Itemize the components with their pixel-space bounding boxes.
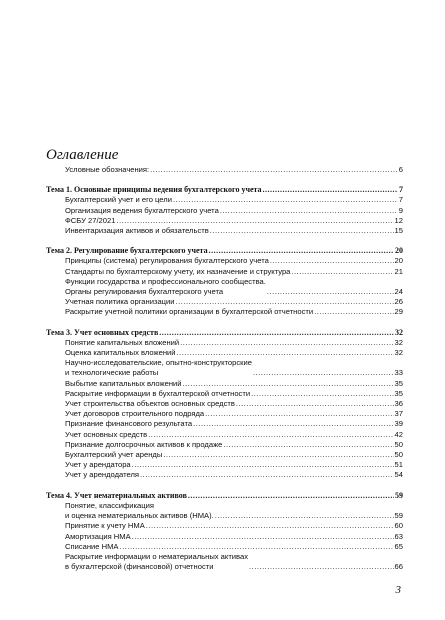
toc-entry[interactable] bbox=[46, 348, 403, 358]
toc-page-number: 32 bbox=[394, 337, 403, 347]
toc-page-number: 66 bbox=[394, 562, 403, 572]
toc-entry-title-line: Раскрытие учетной политики организации в бухгалтерской отчетности bbox=[65, 307, 314, 317]
toc-page-number: 37 bbox=[394, 409, 403, 419]
toc-entry[interactable] bbox=[46, 256, 403, 266]
toc-entry[interactable] bbox=[46, 216, 403, 226]
toc-entry-title-line: Тема 3. Учет основных средств bbox=[46, 327, 159, 337]
toc-entry-title bbox=[65, 532, 131, 542]
toc-entry-title bbox=[65, 552, 248, 572]
toc-entry[interactable] bbox=[46, 419, 403, 429]
toc-leader-dots bbox=[177, 348, 394, 358]
toc-entry-title-line: Стандарты по бухгалтерскому учету, их назначение и структура bbox=[65, 266, 291, 276]
toc-entry-title-line: Тема 1. Основные принципы ведения бухгалтерского учета bbox=[46, 185, 262, 195]
table-of-contents bbox=[46, 165, 403, 572]
toc-entry-title-line: Учетная политика организации bbox=[65, 297, 175, 307]
toc-entry-title bbox=[65, 419, 192, 429]
toc-entry-title bbox=[46, 328, 158, 338]
toc-page-number: 6 bbox=[398, 165, 403, 174]
toc-entry-title bbox=[65, 521, 145, 531]
toc-entry-title-line: Бухгалтерский учет и его цели bbox=[65, 195, 172, 205]
toc-page-number: 35 bbox=[394, 378, 403, 388]
toc-entry-title bbox=[65, 165, 149, 175]
toc-page-number: 29 bbox=[394, 307, 403, 317]
toc-section-entry[interactable] bbox=[46, 246, 403, 256]
toc-leader-dots bbox=[159, 328, 394, 338]
toc-leader-dots bbox=[163, 450, 393, 460]
toc-page-number: 50 bbox=[394, 439, 403, 449]
toc-entry-title-line: Понятие, классификация bbox=[65, 500, 154, 510]
toc-entry-title bbox=[65, 226, 209, 236]
toc-entry-title-line: Условные обозначения: bbox=[65, 165, 150, 174]
toc-section-entry[interactable] bbox=[46, 328, 403, 338]
toc-leader-dots bbox=[215, 511, 394, 521]
toc-leader-dots bbox=[132, 460, 394, 470]
toc-entry[interactable] bbox=[46, 450, 403, 460]
toc-entry-title-line: Инвентаризация активов и обязательств bbox=[65, 226, 209, 236]
toc-leader-dots bbox=[180, 338, 393, 348]
toc-entry-title bbox=[65, 501, 214, 521]
toc-entry-title bbox=[65, 256, 269, 266]
toc-entry-title bbox=[65, 338, 179, 348]
toc-leader-dots bbox=[314, 307, 393, 317]
toc-entry-title-line: Тема 2. Регулирование бухгалтерского учета bbox=[46, 246, 208, 256]
toc-entry-title bbox=[65, 450, 162, 460]
toc-page-number: 60 bbox=[394, 521, 403, 531]
toc-entry[interactable] bbox=[46, 399, 403, 409]
toc-page-number: 20 bbox=[394, 256, 403, 266]
toc-entry-title-line: Учет договоров строительного подряда bbox=[65, 409, 205, 419]
toc-heading: Оглавление bbox=[46, 147, 119, 163]
toc-entry[interactable] bbox=[46, 532, 403, 542]
toc-page-number: 21 bbox=[394, 266, 403, 276]
toc-entry-title bbox=[65, 206, 219, 216]
toc-page-number: 59 bbox=[395, 490, 403, 500]
toc-leader-dots bbox=[140, 470, 394, 480]
toc-entry-title-line: Органы регулирования бухгалтерского учета bbox=[65, 287, 224, 297]
toc-page-number: 42 bbox=[394, 429, 403, 439]
toc-entry-title bbox=[65, 297, 175, 307]
toc-entry-title-line: и технологические работы bbox=[65, 368, 159, 378]
toc-leader-dots bbox=[173, 195, 398, 205]
toc-leader-dots bbox=[267, 287, 394, 297]
toc-entry[interactable] bbox=[46, 226, 403, 236]
toc-page-number: 59 bbox=[394, 511, 403, 521]
toc-entry-title-line: Понятие капитальных вложений bbox=[65, 337, 180, 347]
toc-leader-dots bbox=[193, 419, 393, 429]
toc-entry-title bbox=[65, 277, 266, 297]
toc-entry-title-line: Амортизация НМА bbox=[65, 531, 131, 541]
toc-leader-dots bbox=[188, 491, 394, 501]
toc-leader-dots bbox=[249, 562, 394, 572]
toc-entry[interactable] bbox=[46, 206, 403, 216]
toc-entry-title-line: Оценка капитальных вложений bbox=[65, 348, 176, 358]
page-number: 3 bbox=[395, 584, 401, 596]
toc-entry-title bbox=[65, 470, 139, 480]
toc-entry-title-line: Тема 4. Учет нематериальных активов bbox=[46, 490, 187, 500]
toc-leader-dots bbox=[148, 430, 393, 440]
toc-entry[interactable] bbox=[46, 267, 403, 277]
toc-entry-title-line: Бухгалтерский учет аренды bbox=[65, 450, 163, 460]
toc-entry[interactable] bbox=[46, 440, 403, 450]
toc-entry[interactable] bbox=[46, 307, 403, 317]
toc-entry[interactable] bbox=[46, 409, 403, 419]
toc-entry-title-line: Функции государства и профессионального сообщества. bbox=[65, 276, 266, 286]
toc-entry-title-line: Раскрытие информации о нематериальных активах bbox=[65, 551, 249, 561]
toc-page-number: 51 bbox=[394, 460, 403, 470]
toc-section-entry[interactable] bbox=[46, 491, 403, 501]
toc-entry-title bbox=[65, 460, 131, 470]
toc-entry[interactable] bbox=[46, 430, 403, 440]
toc-entry[interactable] bbox=[46, 277, 403, 297]
toc-entry-title-line: Принятие к учету НМА bbox=[65, 521, 145, 531]
toc-entry-title bbox=[65, 542, 119, 552]
toc-entry-title-line: Раскрытие информации в бухгалтерской отчетности bbox=[65, 388, 251, 398]
toc-entry-title-line: в бухгалтерской (финансовой) отчетности bbox=[65, 562, 214, 572]
toc-leader-dots bbox=[263, 185, 398, 195]
toc-entry-title-line: Учет у арендодателя bbox=[65, 470, 139, 480]
toc-entry-title-line: Учет строительства объектов основных средств bbox=[65, 399, 235, 409]
toc-entry[interactable] bbox=[46, 552, 403, 572]
toc-entry[interactable] bbox=[46, 379, 403, 389]
toc-leader-dots bbox=[132, 532, 394, 542]
toc-entry-title-line: и оценка нематериальных активов (НМА). bbox=[65, 511, 214, 521]
toc-entry-title bbox=[65, 348, 176, 358]
toc-page-number: 54 bbox=[394, 470, 403, 480]
toc-entry-title-line: Выбытие капитальных вложений bbox=[65, 378, 182, 388]
toc-entry-title bbox=[65, 267, 290, 277]
toc-section-entry[interactable] bbox=[46, 185, 403, 195]
toc-page-number: 65 bbox=[394, 541, 403, 551]
toc-entry-title bbox=[46, 246, 208, 256]
toc-entry-title bbox=[65, 216, 115, 226]
toc-page-number: 20 bbox=[395, 246, 403, 256]
toc-gap bbox=[46, 481, 403, 491]
toc-entry-title bbox=[65, 389, 250, 399]
toc-page-number: 12 bbox=[394, 215, 403, 225]
toc-page-number: 7 bbox=[399, 185, 403, 195]
toc-leader-dots bbox=[176, 297, 394, 307]
toc-leader-dots bbox=[270, 256, 394, 266]
toc-entry-title bbox=[65, 195, 172, 205]
toc-entry[interactable] bbox=[46, 358, 403, 378]
toc-leader-dots bbox=[120, 542, 394, 552]
toc-leader-dots bbox=[251, 389, 393, 399]
toc-gap bbox=[46, 236, 403, 246]
toc-entry-title-line: Учет основных средств bbox=[65, 429, 148, 439]
toc-page-number: 63 bbox=[394, 531, 403, 541]
toc-entry[interactable] bbox=[46, 460, 403, 470]
toc-page-number: 36 bbox=[394, 399, 403, 409]
toc-entry-title bbox=[65, 440, 222, 450]
toc-leader-dots bbox=[150, 165, 398, 175]
toc-leader-dots bbox=[223, 440, 393, 450]
toc-leader-dots bbox=[236, 399, 394, 409]
toc-entry[interactable] bbox=[46, 521, 403, 531]
toc-entry-title bbox=[46, 491, 187, 501]
toc-leader-dots bbox=[220, 206, 398, 216]
toc-page-number: 39 bbox=[394, 419, 403, 429]
toc-entry-title-line: Списание НМА bbox=[65, 541, 119, 551]
toc-leader-dots bbox=[183, 379, 394, 389]
toc-entry-title bbox=[65, 409, 204, 419]
toc-entry-title-line: Научно-исследовательские, опытно-конструкторские bbox=[65, 358, 252, 368]
toc-entry-title-line: ФСБУ 27/2021 bbox=[65, 215, 116, 225]
toc-entry-title-line: Учет у арендатора bbox=[65, 460, 131, 470]
toc-page-number: 15 bbox=[394, 226, 403, 236]
toc-leader-dots bbox=[210, 226, 394, 236]
toc-entry[interactable] bbox=[46, 470, 403, 480]
toc-page-number: 24 bbox=[394, 287, 403, 297]
toc-entry-title bbox=[65, 430, 147, 440]
toc-entry-title bbox=[65, 358, 252, 378]
toc-page-number: 35 bbox=[394, 388, 403, 398]
toc-leader-dots bbox=[291, 267, 393, 277]
toc-leader-dots bbox=[205, 409, 393, 419]
toc-entry-title-line: Признание финансового результата bbox=[65, 419, 193, 429]
toc-entry[interactable] bbox=[46, 501, 403, 521]
toc-page-number: 32 bbox=[394, 348, 403, 358]
toc-entry[interactable] bbox=[46, 542, 403, 552]
toc-page-number: 33 bbox=[394, 368, 403, 378]
toc-page-number: 7 bbox=[398, 195, 403, 205]
toc-entry-title bbox=[46, 185, 262, 195]
toc-page-number: 32 bbox=[395, 327, 403, 337]
toc-entry-title-line: Принципы (система) регулирования бухгалтерского учета bbox=[65, 256, 269, 266]
toc-gap bbox=[46, 318, 403, 328]
toc-entry[interactable] bbox=[46, 297, 403, 307]
toc-entry[interactable] bbox=[46, 165, 403, 175]
toc-gap bbox=[46, 175, 403, 185]
toc-entry-title-line: Признание долгосрочных активов к продаже bbox=[65, 439, 223, 449]
toc-entry[interactable] bbox=[46, 338, 403, 348]
toc-entry-title bbox=[65, 399, 235, 409]
toc-leader-dots bbox=[146, 521, 394, 531]
toc-page-number: 50 bbox=[394, 450, 403, 460]
toc-page-number: 26 bbox=[394, 297, 403, 307]
toc-leader-dots bbox=[116, 216, 393, 226]
toc-entry-title bbox=[65, 379, 182, 389]
toc-page-number: 9 bbox=[398, 205, 403, 215]
toc-entry[interactable] bbox=[46, 195, 403, 205]
toc-leader-dots bbox=[209, 246, 394, 256]
toc-leader-dots bbox=[253, 368, 394, 378]
toc-entry-title-line: Организация ведения бухгалтерского учета bbox=[65, 205, 219, 215]
toc-entry[interactable] bbox=[46, 389, 403, 399]
toc-entry-title bbox=[65, 307, 313, 317]
